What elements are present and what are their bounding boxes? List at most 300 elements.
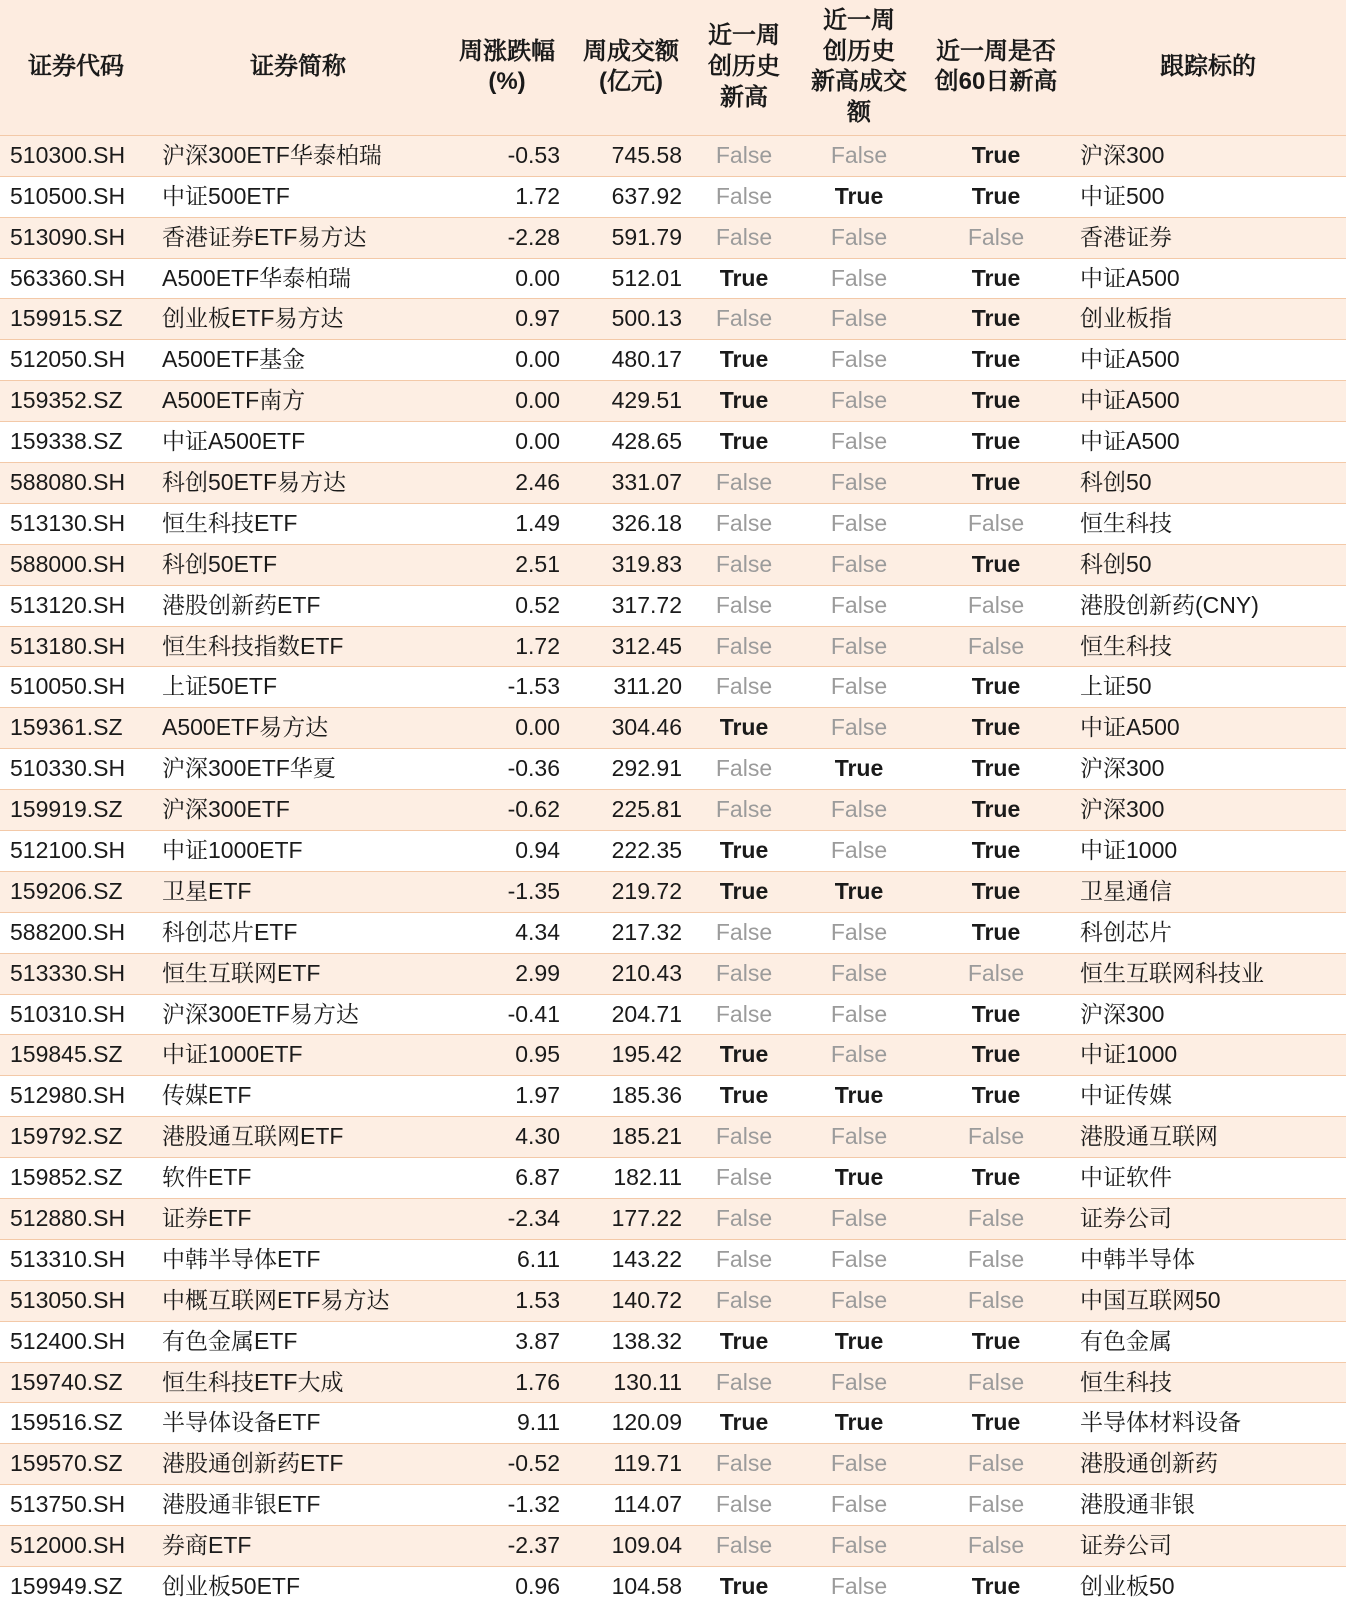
table-row — [0, 994, 1346, 1035]
cell-weekly-turnover: 120.09 — [570, 1403, 692, 1444]
cell-60day-high — [922, 1158, 1070, 1199]
cell-60day-high — [922, 176, 1070, 217]
cell-record-high — [692, 1239, 796, 1280]
cell-weekly-change: -0.62 — [444, 790, 570, 831]
flag-value: False — [715, 1450, 773, 1477]
cell-record-high — [692, 258, 796, 299]
table-row — [0, 790, 1346, 831]
table-row — [0, 708, 1346, 749]
cell-name: 科创50ETF易方达 — [152, 463, 444, 504]
cell-record-high — [692, 994, 796, 1035]
cell-name: 沪深300ETF华泰柏瑞 — [152, 135, 444, 176]
flag-value: False — [715, 1491, 773, 1518]
flag-value: False — [967, 1286, 1025, 1313]
cell-code: 513310.SH — [0, 1239, 152, 1280]
cell-weekly-turnover: 429.51 — [570, 381, 692, 422]
flag-value: False — [967, 1245, 1025, 1272]
flag-value: False — [967, 1123, 1025, 1150]
cell-weekly-change: -1.53 — [444, 667, 570, 708]
column-header-60day-high — [922, 0, 1070, 135]
cell-tracking-index: 证券公司 — [1070, 1199, 1346, 1240]
cell-tracking-index: 有色金属 — [1070, 1321, 1346, 1362]
cell-weekly-turnover: 312.45 — [570, 626, 692, 667]
flag-value: False — [715, 673, 773, 700]
flag-value: True — [971, 1164, 1021, 1191]
cell-tracking-index: 中证500 — [1070, 176, 1346, 217]
cell-weekly-turnover: 225.81 — [570, 790, 692, 831]
table-row — [0, 831, 1346, 872]
cell-weekly-change: 1.72 — [444, 626, 570, 667]
cell-weekly-change: 2.99 — [444, 953, 570, 994]
cell-record-high-turnover — [796, 1199, 922, 1240]
cell-weekly-change: 0.00 — [444, 422, 570, 463]
cell-code: 513050.SH — [0, 1280, 152, 1321]
cell-record-high-turnover — [796, 258, 922, 299]
cell-weekly-change: 9.11 — [444, 1403, 570, 1444]
flag-value: True — [971, 346, 1021, 373]
cell-weekly-turnover: 222.35 — [570, 831, 692, 872]
table-row — [0, 258, 1346, 299]
cell-60day-high — [922, 790, 1070, 831]
header-line: 创历史 — [708, 53, 780, 81]
column-header-record-high-turnover — [796, 0, 922, 135]
flag-value: True — [834, 1164, 884, 1191]
cell-record-high — [692, 1280, 796, 1321]
flag-value: False — [830, 1123, 888, 1150]
cell-code: 159352.SZ — [0, 381, 152, 422]
cell-code: 510050.SH — [0, 667, 152, 708]
table-row — [0, 667, 1346, 708]
cell-60day-high — [922, 135, 1070, 176]
cell-tracking-index: 创业板50 — [1070, 1567, 1346, 1607]
cell-record-high-turnover — [796, 1321, 922, 1362]
flag-value: True — [719, 428, 769, 455]
cell-record-high-turnover — [796, 1076, 922, 1117]
table-row — [0, 1280, 1346, 1321]
table-row — [0, 176, 1346, 217]
cell-name: 香港证券ETF易方达 — [152, 217, 444, 258]
header-line: (亿元) — [599, 68, 663, 96]
cell-record-high — [692, 544, 796, 585]
cell-record-high-turnover — [796, 831, 922, 872]
flag-value: False — [715, 796, 773, 823]
cell-tracking-index: 科创50 — [1070, 463, 1346, 504]
cell-record-high — [692, 1076, 796, 1117]
cell-tracking-index: 中国互联网50 — [1070, 1280, 1346, 1321]
flag-value: True — [971, 796, 1021, 823]
cell-weekly-turnover: 512.01 — [570, 258, 692, 299]
cell-code: 510300.SH — [0, 135, 152, 176]
cell-60day-high — [922, 831, 1070, 872]
flag-value: False — [715, 1368, 773, 1395]
cell-name: 港股创新药ETF — [152, 585, 444, 626]
header-line: 近一周 — [823, 7, 895, 34]
table-row — [0, 340, 1346, 381]
cell-record-high — [692, 871, 796, 912]
cell-60day-high — [922, 1280, 1070, 1321]
cell-tracking-index: 恒生互联网科技业 — [1070, 953, 1346, 994]
flag-value: False — [715, 632, 773, 659]
flag-value: False — [715, 469, 773, 495]
flag-value: False — [830, 1205, 888, 1232]
table-row — [0, 1526, 1346, 1567]
cell-code: 512100.SH — [0, 831, 152, 872]
cell-name: 沪深300ETF易方达 — [152, 994, 444, 1035]
cell-record-high-turnover — [796, 463, 922, 504]
flag-value: False — [830, 673, 888, 700]
flag-value: True — [971, 1327, 1021, 1354]
cell-code: 588000.SH — [0, 544, 152, 585]
flag-value: False — [715, 591, 773, 618]
cell-code: 159570.SZ — [0, 1444, 152, 1485]
header-line: 周涨跌幅 — [459, 37, 555, 65]
cell-name: 中证500ETF — [152, 176, 444, 217]
cell-60day-high — [922, 1567, 1070, 1607]
cell-code: 159206.SZ — [0, 871, 152, 912]
flag-value: True — [719, 264, 769, 291]
cell-weekly-turnover: 480.17 — [570, 340, 692, 381]
cell-60day-high — [922, 1485, 1070, 1526]
column-header-record-high — [692, 0, 796, 135]
flag-value: True — [719, 1409, 769, 1436]
flag-value: True — [971, 1409, 1021, 1436]
cell-weekly-turnover: 204.71 — [570, 994, 692, 1035]
flag-value: True — [971, 305, 1021, 332]
flag-value: False — [830, 1041, 888, 1068]
cell-name: 恒生互联网ETF — [152, 953, 444, 994]
cell-code: 588200.SH — [0, 912, 152, 953]
cell-weekly-turnover: 319.83 — [570, 544, 692, 585]
flag-value: True — [971, 469, 1021, 495]
header-line: 近一周是否 — [936, 37, 1056, 65]
cell-60day-high — [922, 258, 1070, 299]
cell-record-high — [692, 790, 796, 831]
cell-weekly-turnover: 185.21 — [570, 1117, 692, 1158]
cell-record-high-turnover — [796, 749, 922, 790]
cell-record-high — [692, 1403, 796, 1444]
cell-code: 513120.SH — [0, 585, 152, 626]
cell-weekly-turnover: 114.07 — [570, 1485, 692, 1526]
cell-code: 159949.SZ — [0, 1567, 152, 1607]
cell-code: 512400.SH — [0, 1321, 152, 1362]
cell-record-high — [692, 217, 796, 258]
cell-tracking-index: 沪深300 — [1070, 749, 1346, 790]
table-body — [0, 135, 1346, 1607]
flag-value: True — [971, 918, 1021, 945]
cell-weekly-change: 0.00 — [444, 340, 570, 381]
cell-code: 512880.SH — [0, 1199, 152, 1240]
cell-60day-high — [922, 503, 1070, 544]
table-row — [0, 1076, 1346, 1117]
cell-60day-high — [922, 994, 1070, 1035]
cell-weekly-turnover: 138.32 — [570, 1321, 692, 1362]
cell-weekly-change: -1.35 — [444, 871, 570, 912]
header-line: (%) — [488, 68, 526, 96]
cell-name: A500ETF基金 — [152, 340, 444, 381]
cell-60day-high — [922, 381, 1070, 422]
cell-weekly-turnover: 331.07 — [570, 463, 692, 504]
flag-value: True — [834, 755, 884, 782]
cell-weekly-turnover: 217.32 — [570, 912, 692, 953]
cell-60day-high — [922, 626, 1070, 667]
cell-60day-high — [922, 1321, 1070, 1362]
cell-tracking-index: 港股创新药(CNY) — [1070, 585, 1346, 626]
flag-value: True — [971, 1082, 1021, 1109]
cell-name: 科创芯片ETF — [152, 912, 444, 953]
cell-weekly-turnover: 317.72 — [570, 585, 692, 626]
flag-value: False — [967, 1368, 1025, 1395]
cell-weekly-change: 1.49 — [444, 503, 570, 544]
flag-value: True — [971, 673, 1021, 700]
cell-weekly-change: 4.30 — [444, 1117, 570, 1158]
flag-value: True — [971, 182, 1021, 209]
cell-record-high-turnover — [796, 708, 922, 749]
cell-weekly-turnover: 311.20 — [570, 667, 692, 708]
cell-record-high-turnover — [796, 912, 922, 953]
table-row — [0, 749, 1346, 790]
cell-name: 中韩半导体ETF — [152, 1239, 444, 1280]
flag-value: False — [967, 1205, 1025, 1232]
cell-tracking-index: 中证1000 — [1070, 1035, 1346, 1076]
cell-weekly-turnover: 140.72 — [570, 1280, 692, 1321]
cell-record-high-turnover — [796, 340, 922, 381]
cell-tracking-index: 中证A500 — [1070, 258, 1346, 299]
cell-record-high-turnover — [796, 503, 922, 544]
table-row — [0, 1035, 1346, 1076]
cell-record-high — [692, 463, 796, 504]
cell-record-high — [692, 831, 796, 872]
flag-value: True — [971, 1000, 1021, 1027]
cell-weekly-change: 3.87 — [444, 1321, 570, 1362]
cell-weekly-change: -0.41 — [444, 994, 570, 1035]
cell-weekly-change: 0.00 — [444, 708, 570, 749]
cell-name: 恒生科技ETF大成 — [152, 1362, 444, 1403]
flag-value: False — [830, 264, 888, 291]
cell-record-high — [692, 1199, 796, 1240]
table-row — [0, 912, 1346, 953]
cell-tracking-index: 沪深300 — [1070, 790, 1346, 831]
header-line: 新高 — [720, 83, 768, 111]
table-row — [0, 1567, 1346, 1607]
flag-value: True — [834, 1082, 884, 1109]
cell-tracking-index: 恒生科技 — [1070, 1362, 1346, 1403]
cell-record-high-turnover — [796, 176, 922, 217]
cell-record-high — [692, 176, 796, 217]
flag-value: True — [971, 837, 1021, 864]
cell-record-high-turnover — [796, 1485, 922, 1526]
cell-60day-high — [922, 544, 1070, 585]
table-row — [0, 135, 1346, 176]
table-row — [0, 1362, 1346, 1403]
header-line: 证券简称 — [250, 53, 346, 81]
cell-name: 港股通互联网ETF — [152, 1117, 444, 1158]
cell-code: 513090.SH — [0, 217, 152, 258]
flag-value: True — [719, 1327, 769, 1354]
header-line: 证券代码 — [28, 53, 124, 81]
cell-weekly-change: 0.96 — [444, 1567, 570, 1607]
flag-value: False — [830, 1368, 888, 1395]
cell-record-high — [692, 503, 796, 544]
table-row — [0, 299, 1346, 340]
cell-tracking-index: 中证A500 — [1070, 422, 1346, 463]
flag-value: False — [830, 837, 888, 864]
cell-record-high — [692, 749, 796, 790]
cell-code: 510310.SH — [0, 994, 152, 1035]
flag-value: False — [715, 1164, 773, 1191]
cell-record-high-turnover — [796, 1362, 922, 1403]
cell-record-high-turnover — [796, 667, 922, 708]
cell-60day-high — [922, 1199, 1070, 1240]
cell-record-high — [692, 626, 796, 667]
cell-60day-high — [922, 1362, 1070, 1403]
flag-value: False — [830, 1491, 888, 1518]
cell-name: 软件ETF — [152, 1158, 444, 1199]
flag-value: True — [971, 264, 1021, 291]
column-header-weekly-turnover — [570, 0, 692, 135]
cell-tracking-index: 证券公司 — [1070, 1526, 1346, 1567]
cell-record-high — [692, 1117, 796, 1158]
cell-60day-high — [922, 708, 1070, 749]
cell-code: 513130.SH — [0, 503, 152, 544]
flag-value: True — [719, 837, 769, 864]
flag-value: False — [967, 959, 1025, 986]
table-row — [0, 1485, 1346, 1526]
cell-name: 中证1000ETF — [152, 1035, 444, 1076]
cell-code: 512000.SH — [0, 1526, 152, 1567]
cell-code: 513180.SH — [0, 626, 152, 667]
cell-weekly-turnover: 637.92 — [570, 176, 692, 217]
cell-name: 港股通非银ETF — [152, 1485, 444, 1526]
cell-code: 512980.SH — [0, 1076, 152, 1117]
cell-record-high-turnover — [796, 1526, 922, 1567]
flag-value: True — [971, 1573, 1021, 1600]
flag-value: False — [830, 509, 888, 536]
cell-record-high — [692, 1485, 796, 1526]
cell-60day-high — [922, 953, 1070, 994]
flag-value: False — [715, 1286, 773, 1313]
cell-weekly-change: -0.53 — [444, 135, 570, 176]
cell-weekly-turnover: 210.43 — [570, 953, 692, 994]
flag-value: False — [967, 509, 1025, 536]
cell-name: 创业板ETF易方达 — [152, 299, 444, 340]
cell-weekly-change: 0.52 — [444, 585, 570, 626]
cell-record-high — [692, 135, 796, 176]
flag-value: False — [715, 959, 773, 986]
flag-value: False — [715, 182, 773, 209]
cell-code: 563360.SH — [0, 258, 152, 299]
cell-weekly-change: 0.00 — [444, 258, 570, 299]
cell-record-high-turnover — [796, 299, 922, 340]
cell-record-high-turnover — [796, 135, 922, 176]
cell-record-high — [692, 299, 796, 340]
cell-code: 512050.SH — [0, 340, 152, 381]
cell-record-high-turnover — [796, 1035, 922, 1076]
flag-value: True — [971, 141, 1021, 168]
cell-name: 港股通创新药ETF — [152, 1444, 444, 1485]
cell-weekly-turnover: 428.65 — [570, 422, 692, 463]
cell-name: 上证50ETF — [152, 667, 444, 708]
cell-record-high — [692, 340, 796, 381]
cell-code: 588080.SH — [0, 463, 152, 504]
table-row — [0, 381, 1346, 422]
cell-weekly-turnover: 182.11 — [570, 1158, 692, 1199]
column-header-code — [0, 0, 152, 135]
cell-tracking-index: 中证A500 — [1070, 381, 1346, 422]
column-header-name — [152, 0, 444, 135]
cell-record-high-turnover — [796, 994, 922, 1035]
flag-value: False — [830, 1286, 888, 1313]
cell-weekly-turnover: 219.72 — [570, 871, 692, 912]
cell-record-high-turnover — [796, 585, 922, 626]
cell-weekly-change: -1.32 — [444, 1485, 570, 1526]
flag-value: False — [715, 1123, 773, 1150]
cell-tracking-index: 中证A500 — [1070, 340, 1346, 381]
flag-value: False — [830, 959, 888, 986]
cell-tracking-index: 中证A500 — [1070, 708, 1346, 749]
cell-tracking-index: 港股通创新药 — [1070, 1444, 1346, 1485]
cell-weekly-change: 0.94 — [444, 831, 570, 872]
flag-value: True — [971, 1041, 1021, 1068]
table-row — [0, 422, 1346, 463]
flag-value: False — [830, 1573, 888, 1600]
flag-value: True — [834, 877, 884, 904]
cell-code: 159516.SZ — [0, 1403, 152, 1444]
table-row — [0, 1444, 1346, 1485]
flag-value: False — [830, 469, 888, 495]
cell-record-high-turnover — [796, 1567, 922, 1607]
cell-weekly-change: -2.37 — [444, 1526, 570, 1567]
cell-record-high-turnover — [796, 953, 922, 994]
cell-name: 券商ETF — [152, 1526, 444, 1567]
cell-weekly-change: 0.95 — [444, 1035, 570, 1076]
cell-weekly-turnover: 104.58 — [570, 1567, 692, 1607]
cell-name: 恒生科技指数ETF — [152, 626, 444, 667]
cell-name: 创业板50ETF — [152, 1567, 444, 1607]
cell-record-high-turnover — [796, 1239, 922, 1280]
cell-name: 恒生科技ETF — [152, 503, 444, 544]
cell-60day-high — [922, 1444, 1070, 1485]
cell-weekly-change: 1.72 — [444, 176, 570, 217]
cell-weekly-turnover: 130.11 — [570, 1362, 692, 1403]
cell-name: A500ETF易方达 — [152, 708, 444, 749]
cell-name: 有色金属ETF — [152, 1321, 444, 1362]
cell-code: 159915.SZ — [0, 299, 152, 340]
flag-value: True — [719, 387, 769, 414]
cell-name: 中概互联网ETF易方达 — [152, 1280, 444, 1321]
cell-weekly-turnover: 292.91 — [570, 749, 692, 790]
flag-value: False — [715, 1000, 773, 1027]
flag-value: False — [830, 141, 888, 168]
cell-weekly-turnover: 195.42 — [570, 1035, 692, 1076]
cell-weekly-turnover: 500.13 — [570, 299, 692, 340]
cell-code: 159919.SZ — [0, 790, 152, 831]
flag-value: True — [834, 1327, 884, 1354]
flag-value: True — [719, 1082, 769, 1109]
flag-value: False — [967, 591, 1025, 618]
cell-60day-high — [922, 585, 1070, 626]
table-row — [0, 585, 1346, 626]
flag-value: False — [715, 550, 773, 577]
cell-tracking-index: 沪深300 — [1070, 135, 1346, 176]
cell-weekly-change: 2.51 — [444, 544, 570, 585]
cell-weekly-change: 1.53 — [444, 1280, 570, 1321]
flag-value: False — [967, 1450, 1025, 1477]
cell-60day-high — [922, 299, 1070, 340]
flag-value: True — [971, 387, 1021, 414]
cell-code: 159338.SZ — [0, 422, 152, 463]
flag-value: True — [971, 755, 1021, 782]
cell-name: 半导体设备ETF — [152, 1403, 444, 1444]
